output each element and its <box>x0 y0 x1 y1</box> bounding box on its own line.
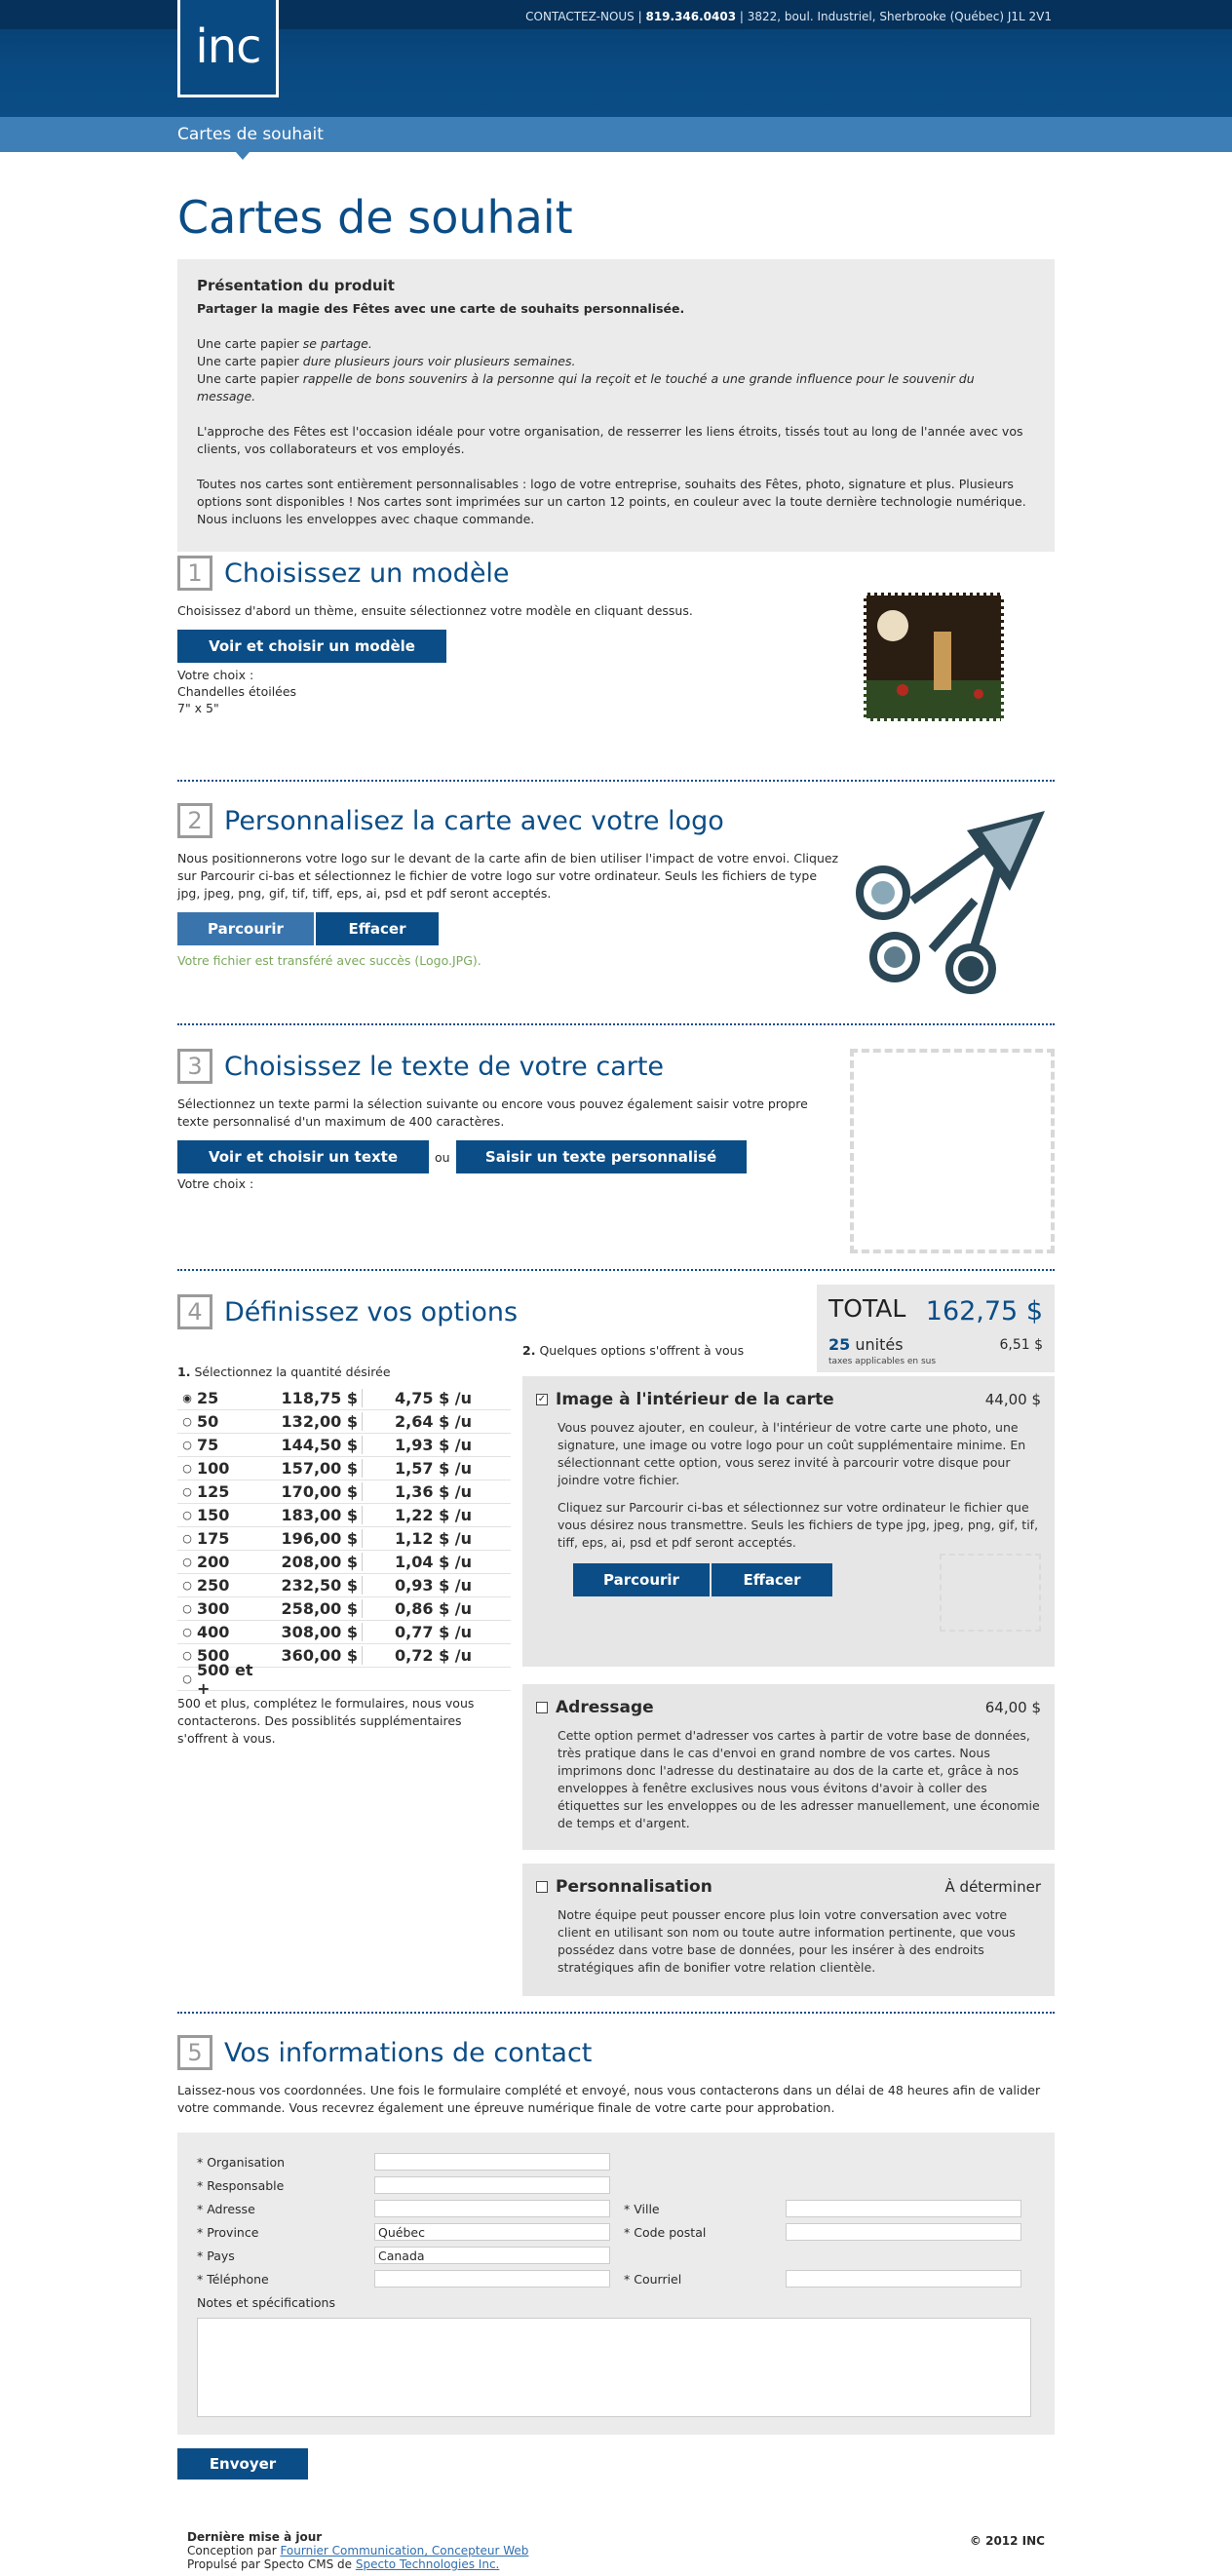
quantity-price: 360,00 $ <box>255 1646 363 1665</box>
quantity-row[interactable] <box>177 1597 511 1621</box>
line-emphasis: se partage. <box>302 336 372 351</box>
step-instructions: Choisissez d'abord un thème, ensuite sélectionnez votre modèle en cliquant dessus. <box>177 603 693 618</box>
quantity-radio[interactable]: ○ <box>182 1532 192 1545</box>
quantity-unit-price: 1,57 $ /u <box>395 1459 472 1478</box>
units-qty: 25 <box>828 1335 851 1354</box>
line-emphasis: dure plusieurs jours voir plusieurs semaines. <box>302 354 576 368</box>
option-price: 44,00 $ <box>984 1391 1041 1408</box>
option-title: Adressage <box>556 1698 654 1717</box>
quantity-value: 150 <box>197 1506 230 1524</box>
option-title: Personnalisation <box>556 1877 712 1897</box>
form-row <box>197 2150 1035 2173</box>
header-contact-info: CONTACTEZ-NOUS | 819.346.0403 | 3822, boul. Industriel, Sherbrooke (Québec) J1L 2V1 <box>525 10 1052 23</box>
units-count <box>828 1335 904 1354</box>
line-text: Une carte papier <box>197 371 303 386</box>
step-1-section <box>177 556 1055 716</box>
quantity-selector <box>177 1365 511 1748</box>
inc-logo[interactable]: inc <box>177 0 279 97</box>
quantity-price: 232,50 $ <box>255 1576 363 1595</box>
step-number: 1 <box>177 556 212 591</box>
card-thumbnail-image[interactable] <box>864 593 1004 721</box>
quantity-radio[interactable]: ○ <box>182 1462 192 1475</box>
presentation-paragraph: Toutes nos cartes sont entièrement personnalisables : logo de votre entreprise, souhaits des Fêtes, photo, signature et plus. Plusieurs options sont disponibles ! Nos cartes sont imprimées sur un carton 12 points, en couleur avec la toute dernière technologie numérique. Nous incluons les enveloppes avec chaque commande. <box>197 477 1026 526</box>
form-row <box>197 2197 1035 2220</box>
quantity-radio[interactable]: ○ <box>182 1415 192 1428</box>
tax-note: taxes applicables en sus <box>828 1357 937 1366</box>
quantity-value: 300 <box>197 1599 230 1618</box>
step-title: Personnalisez la carte avec votre logo <box>224 805 724 836</box>
main-content <box>177 152 1055 552</box>
option-checkbox[interactable] <box>536 1881 548 1893</box>
quantity-unit-price: 1,36 $ /u <box>395 1482 472 1501</box>
option-title-wrap <box>536 1390 834 1409</box>
quantity-value: 50 <box>197 1412 219 1431</box>
step-title: Choisissez un modèle <box>224 557 510 589</box>
designer-link[interactable]: Fournier Communication, Concepteur Web <box>280 2544 529 2557</box>
choice-name: Chandelles étoilées <box>177 684 297 699</box>
subnav-current-item[interactable]: Cartes de souhait <box>177 125 324 144</box>
quantity-row[interactable] <box>177 1527 511 1551</box>
address: 3822, boul. Industriel, Sherbrooke (Québec) J1L 2V1 <box>747 10 1052 23</box>
credit-text: Conception par <box>187 2544 281 2557</box>
quantity-price: 308,00 $ <box>255 1623 363 1641</box>
quantity-row[interactable] <box>177 1410 511 1434</box>
province-label: * Province <box>197 2224 259 2240</box>
section-separator <box>177 2012 1055 2014</box>
quantity-row[interactable] <box>177 1574 511 1597</box>
option-title-wrap <box>536 1877 712 1897</box>
line-text: Une carte papier <box>197 336 303 351</box>
quantity-unit-price: 1,12 $ /u <box>395 1529 472 1548</box>
step-5-section <box>177 2035 1055 2480</box>
quantity-row[interactable] <box>177 1480 511 1504</box>
contact-form <box>177 2133 1055 2435</box>
quantity-value: 250 <box>197 1576 230 1595</box>
quantity-radio[interactable]: ○ <box>182 1602 192 1615</box>
sub-navigation <box>0 117 1232 152</box>
quantity-unit-price: 2,64 $ /u <box>395 1412 472 1431</box>
unit-price: 6,51 $ <box>999 1337 1043 1353</box>
total-label: TOTAL <box>828 1294 906 1323</box>
city-field[interactable] <box>786 2200 1021 2217</box>
section-separator <box>177 1023 1055 1025</box>
quantity-value: 400 <box>197 1623 230 1641</box>
choose-text-button[interactable]: Voir et choisir un texte <box>177 1140 429 1173</box>
presentation-lines <box>197 335 1035 405</box>
phone-number: 819.346.0403 <box>645 10 737 23</box>
phone-label: * Téléphone <box>197 2271 269 2287</box>
step-number: 2 <box>177 803 212 838</box>
quantity-row[interactable] <box>177 1660 511 1698</box>
copyright: © 2012 INC <box>969 2534 1045 2548</box>
qty-heading-text: Sélectionnez la quantité désirée <box>194 1365 391 1379</box>
option-checkbox[interactable]: ✓ <box>537 1394 547 1404</box>
option-checkbox[interactable] <box>536 1702 548 1713</box>
text-choice-label: Votre choix : <box>177 1176 254 1191</box>
quantity-value: 175 <box>197 1529 230 1548</box>
responsible-label: * Responsable <box>197 2177 285 2193</box>
quantity-row[interactable] <box>177 1551 511 1574</box>
quantity-row[interactable] <box>177 1504 511 1527</box>
step-heading <box>177 556 1055 591</box>
quantity-unit-price: 0,93 $ /u <box>395 1576 472 1595</box>
quantity-unit-price: 4,75 $ /u <box>395 1389 472 1407</box>
quantity-value: 500 <box>197 1646 230 1665</box>
quantity-price: 183,00 $ <box>255 1506 363 1524</box>
option-header <box>536 1698 1041 1717</box>
quantity-price: 170,00 $ <box>255 1482 363 1501</box>
product-presentation <box>177 259 1055 552</box>
organisation-label: * Organisation <box>197 2154 286 2170</box>
quantity-radio[interactable]: ◉ <box>182 1392 192 1404</box>
quantity-heading <box>177 1365 511 1379</box>
step-number: 4 <box>177 1294 212 1329</box>
quantity-row[interactable] <box>177 1457 511 1480</box>
quantity-radio[interactable]: ○ <box>182 1579 192 1592</box>
quantity-price: 157,00 $ <box>255 1459 363 1478</box>
email-label: * Courriel <box>624 2271 682 2287</box>
line-text: Une carte papier <box>197 354 303 368</box>
quantity-radio[interactable]: ○ <box>182 1509 192 1521</box>
quantity-row[interactable] <box>177 1387 511 1410</box>
opt-heading-text: Quelques options s'offrent à vous <box>539 1343 745 1358</box>
site-header <box>0 0 1232 117</box>
step-number: 3 <box>177 1049 212 1084</box>
phone-field[interactable] <box>374 2270 610 2288</box>
powered-credit <box>187 2557 1045 2571</box>
quantity-table <box>177 1387 511 1698</box>
quantity-price: 258,00 $ <box>255 1599 363 1618</box>
units-label: unités <box>850 1335 904 1354</box>
specto-link[interactable]: Specto Technologies Inc. <box>355 2557 500 2571</box>
form-row <box>197 2173 1035 2197</box>
quantity-radio[interactable]: ○ <box>182 1672 192 1685</box>
option-title-wrap <box>536 1698 654 1717</box>
qty-step-number: 1. <box>177 1365 191 1379</box>
quantity-value: 25 <box>197 1389 219 1407</box>
quantity-more-note: 500 et plus, complétez le formulaires, nous vous contacterons. Des possiblités supplémentaires s'offrent à vous. <box>177 1696 475 1746</box>
country-field[interactable]: Canada <box>374 2247 610 2264</box>
step-title: Choisissez le texte de votre carte <box>224 1051 665 1082</box>
step-heading <box>177 2035 1055 2070</box>
upload-success-message: Votre fichier est transféré avec succès (Logo.JPG). <box>177 953 481 968</box>
step-4-section <box>177 1294 1055 1996</box>
option-header <box>536 1390 1041 1409</box>
quantity-unit-price: 0,86 $ /u <box>395 1599 472 1618</box>
total-value: 162,75 $ <box>925 1296 1043 1326</box>
quantity-value: 125 <box>197 1482 230 1501</box>
address-label: * Adresse <box>197 2201 255 2216</box>
quantity-unit-price: 0,72 $ /u <box>395 1646 472 1665</box>
clear-button[interactable]: Effacer <box>712 1563 832 1596</box>
quantity-value: 200 <box>197 1553 230 1571</box>
organisation-field[interactable] <box>374 2153 610 2171</box>
quantity-row[interactable] <box>177 1434 511 1457</box>
city-label: * Ville <box>624 2201 660 2216</box>
presentation-heading: Présentation du produit <box>197 277 395 294</box>
step-2-section <box>177 803 1055 968</box>
quantity-value: 500 et + <box>197 1660 253 1698</box>
design-credit <box>187 2544 1045 2557</box>
choice-size: 7" x 5" <box>177 701 219 715</box>
quantity-radio[interactable]: ○ <box>182 1649 192 1662</box>
form-row <box>197 2290 1035 2314</box>
step-instructions: Sélectionnez un texte parmi la sélection suivante ou encore vous pouvez également saisir votre propre texte personnalisé d'un maximum de 400 caractères. <box>177 1096 808 1129</box>
option-description: Vous pouvez ajouter, en couleur, à l'intérieur de votre carte une photo, une signature, une image ou votre logo pour un coût supplémentaire minime. En sélectionnant cette option, vous serez invité à parcourir votre disque pour joindre votre fichier. <box>558 1420 1026 1487</box>
notes-textarea[interactable] <box>197 2318 1031 2417</box>
presentation-paragraph: L'approche des Fêtes est l'occasion idéale pour votre organisation, de resserrer les liens étroits, tissés tout au long de l'année avec vos clients, vos collaborateurs et vos employés. <box>197 424 1023 456</box>
quantity-price: 144,50 $ <box>255 1436 363 1454</box>
quantity-radio[interactable]: ○ <box>182 1556 192 1568</box>
notes-label: Notes et spécifications <box>197 2294 335 2310</box>
option-header <box>536 1877 1041 1897</box>
quantity-price: 118,75 $ <box>255 1389 363 1407</box>
quantity-price: 132,00 $ <box>255 1412 363 1431</box>
postal-code-label: * Code postal <box>624 2224 707 2240</box>
credit-text: Propulsé par Specto CMS de <box>187 2557 356 2571</box>
email-field[interactable] <box>786 2270 1021 2288</box>
step-title: Vos informations de contact <box>224 2037 593 2068</box>
form-row <box>197 2220 1035 2244</box>
option-addressing <box>522 1684 1055 1850</box>
uploaded-logo-image <box>854 803 1055 994</box>
quantity-radio[interactable]: ○ <box>182 1485 192 1498</box>
submit-wrap <box>177 2448 1055 2480</box>
submit-button[interactable]: Envoyer <box>177 2448 308 2480</box>
quantity-unit-price: 1,93 $ /u <box>395 1436 472 1454</box>
page-title: Cartes de souhait <box>177 191 573 244</box>
opt-step-number: 2. <box>522 1343 536 1358</box>
quantity-value: 75 <box>197 1436 219 1454</box>
quantity-value: 100 <box>197 1459 230 1478</box>
browse-button[interactable]: Parcourir <box>177 912 314 945</box>
or-label: ou <box>435 1149 450 1165</box>
option-inside-image <box>522 1376 1055 1667</box>
choose-model-button[interactable]: Voir et choisir un modèle <box>177 630 446 663</box>
option-description: Cette option permet d'adresser vos cartes à partir de votre base de données, très pratique dans le cas d'envoi en grand nombre de vos cartes. Nous imprimons donc l'adresse du destinataire au dos de la carte et, grâce à nos enveloppes à fenêtre exclusives nous vous évitons d'avoir à coller des étiquettes sur les enveloppes ou de les adresser manuellement, une économie de temps et d'argent. <box>558 1728 1040 1830</box>
step-instructions: Laissez-nous vos coordonnées. Une fois le formulaire complété et envoyé, nous vous contacterons dans un délai de 48 heures afin de valider votre commande. Vous recevrez également une épreuve numérique finale de votre carte pour approbation. <box>177 2083 1041 2115</box>
option-personalization <box>522 1864 1055 1996</box>
quantity-unit-price: 1,04 $ /u <box>395 1553 472 1571</box>
quantity-unit-price: 1,22 $ /u <box>395 1506 472 1524</box>
step-number: 5 <box>177 2035 212 2070</box>
text-preview-placeholder <box>850 1049 1055 1253</box>
total-box <box>817 1285 1055 1372</box>
contact-link[interactable]: CONTACTEZ-NOUS <box>525 10 635 23</box>
quantity-radio[interactable]: ○ <box>182 1626 192 1638</box>
option-title: Image à l'intérieur de la carte <box>556 1390 834 1409</box>
quantity-unit-price: 0,77 $ /u <box>395 1623 472 1641</box>
province-field[interactable]: Québec <box>374 2223 610 2241</box>
form-row <box>197 2244 1035 2267</box>
line-emphasis: rappelle de bons souvenirs à la personne qui la reçoit et le touché a une grande influence pour le souvenir du message. <box>197 371 975 404</box>
postal-code-field[interactable] <box>786 2223 1021 2241</box>
step-title: Définissez vos options <box>224 1296 519 1327</box>
form-row <box>197 2267 1035 2290</box>
quantity-row[interactable] <box>177 1621 511 1644</box>
option-description: Cliquez sur Parcourir ci-bas et sélectionnez sur votre ordinateur le fichier que vous désirez nous transmettre. Seuls les fichiers de type jpg, jpeg, png, gif, tif, tiff, eps, ai, psd et pdf seront acceptés. <box>558 1500 1039 1550</box>
responsible-field[interactable] <box>374 2176 610 2194</box>
option-price: À déterminer <box>944 1878 1041 1896</box>
country-label: * Pays <box>197 2248 235 2263</box>
browse-button[interactable]: Parcourir <box>573 1563 710 1596</box>
option-description: Notre équipe peut pousser encore plus loin votre conversation avec votre client en utilisant son nom ou toute autre information pertinente, que vous possédez dans votre base de données, pour les insérer à des endroits stratégiques afin de bonifier votre relation clientèle. <box>558 1907 1016 1975</box>
step-instructions: Nous positionnerons votre logo sur le devant de la carte afin de bien utiliser l'impact de votre envoi. Cliquez sur Parcourir ci-bas et sélectionnez le fichier de votre logo sur votre ordinateur. Seuls les fichiers de type jpg, jpeg, png, gif, tif, tiff, eps, ai, psd et pdf seront acceptés. <box>177 851 839 901</box>
presentation-lead: Partager la magie des Fêtes avec une carte de souhaits personnalisée. <box>197 301 685 316</box>
choice-label: Votre choix : <box>177 668 254 682</box>
custom-text-button[interactable]: Saisir un texte personnalisé <box>456 1140 747 1173</box>
quantity-price: 196,00 $ <box>255 1529 363 1548</box>
section-separator <box>177 1269 1055 1271</box>
last-updated: Dernière mise à jour <box>187 2530 323 2544</box>
step-3-section <box>177 1049 1055 1193</box>
section-separator <box>177 780 1055 782</box>
site-footer <box>187 2530 1045 2571</box>
quantity-radio[interactable]: ○ <box>182 1439 192 1451</box>
option-price: 64,00 $ <box>984 1699 1041 1716</box>
clear-button[interactable]: Effacer <box>316 912 439 945</box>
image-preview-placeholder <box>940 1554 1041 1632</box>
quantity-price: 208,00 $ <box>255 1553 363 1571</box>
address-field[interactable] <box>374 2200 610 2217</box>
